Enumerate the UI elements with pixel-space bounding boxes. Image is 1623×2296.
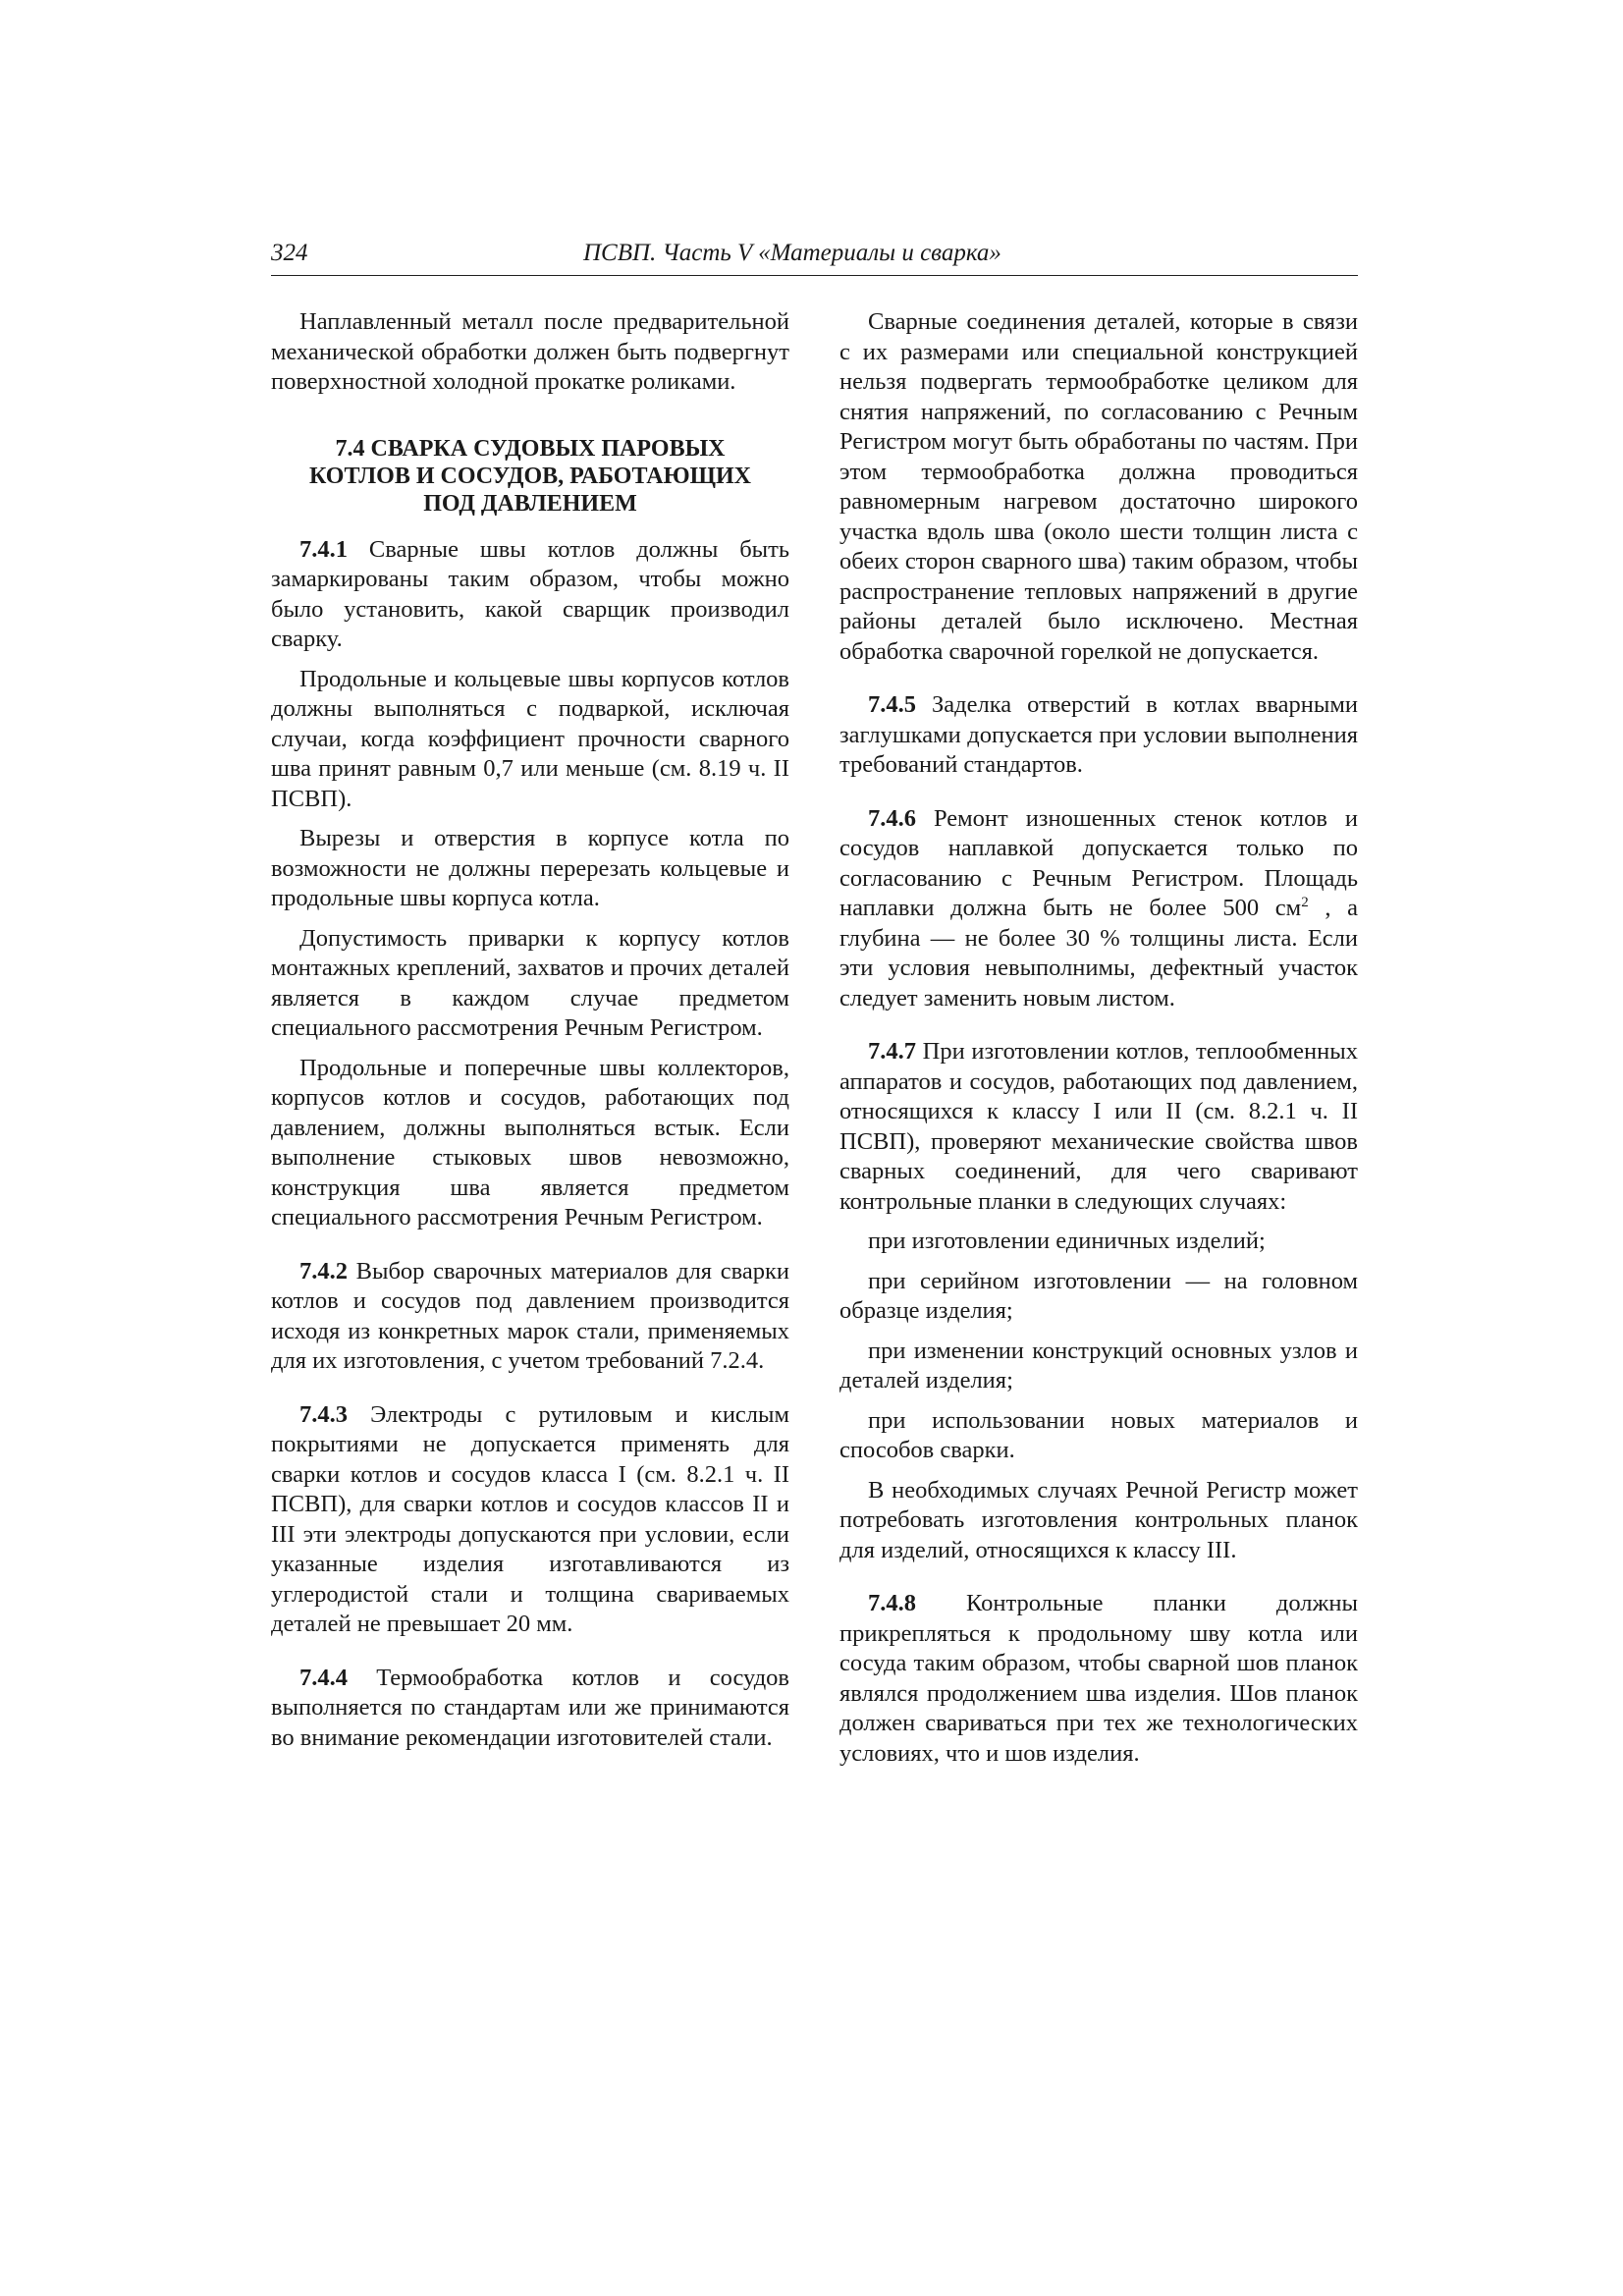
- paragraph-7-4-1-e: Продольные и поперечные швы коллекторов, корпусов котлов и сосудов, работающих под давлением, должны выполняться встык. Если выполнение стыковых швов невозможно, конструкция шва является предметом специального рассмотрения Речным Регистром.: [271, 1054, 789, 1230]
- page-number: 324: [271, 240, 308, 266]
- paragraph-7-4-1: [271, 535, 789, 655]
- section-title-line-3: ПОД ДАВЛЕНИЕМ: [423, 490, 637, 517]
- running-title: ПСВП. Часть V «Материалы и сварка»: [583, 240, 1001, 266]
- clause-text-7-4-7: При изготовлении котлов, теплообменных аппаратов и сосудов, работающих под давлением, относящихся к классу I или II (см. 8.2.1 ч. II ПСВП), проверяют механические свойства швов сварных соединений, для чего сваривают контрольные планки в следующих случаях:: [839, 1038, 1358, 1215]
- list-item: при изменении конструкций основных узлов и деталей изделия;: [839, 1337, 1358, 1394]
- paragraph-7-4-1-b: Продольные и кольцевые швы корпусов котлов должны выполняться с подваркой, исключая случаи, когда коэффициент прочности сварного шва принят равным 0,7 или меньше (см. 8.19 ч. II ПСВП).: [271, 665, 789, 812]
- clause-text-7-4-1: Сварные швы котлов должны быть замаркированы таким образом, чтобы можно было установить, какой сварщик производил сварку.: [271, 535, 789, 652]
- clause-number-7-4-6: 7.4.6: [868, 804, 916, 832]
- clause-text-7-4-6-a: Ремонт изношенных стенок котлов и сосудов наплавкой допускается только по согласованию с Речным Регистром. Площадь наплавки должна быть не более 500 см: [839, 804, 1358, 921]
- clause-text-7-4-3: Электроды с рутиловым и кислым покрытиями не допускается применять для сварки котлов и сосудов класса I (см. 8.2.1 ч. II ПСВП), для сварки котлов и сосудов классов II и III эти электроды допускаются при условии, если указанные изделия изготавливаются из углеродистой стали и толщина свариваемых деталей не превышает 20 мм.: [271, 1400, 789, 1637]
- section-title-line-1: 7.4 СВАРКА СУДОВЫХ ПАРОВЫХ: [335, 435, 726, 462]
- paragraph-7-4-7: [839, 1037, 1358, 1217]
- paragraph-7-4-3: [271, 1400, 789, 1640]
- clause-text-7-4-4: Термообработка котлов и сосудов выполняется по стандартам или же принимаются во внимание рекомендации изготовителей стали.: [271, 1664, 789, 1751]
- paragraph-7-4-1-d: Допустимость приварки к корпусу котлов монтажных креплений, захватов и прочих деталей является в каждом случае предметом специального рассмотрения Речным Регистром.: [271, 924, 789, 1041]
- section-title-line-2: КОТЛОВ И СОСУДОВ, РАБОТАЮЩИХ: [308, 463, 751, 489]
- clause-text-7-4-2: Выбор сварочных материалов для сварки котлов и сосудов под давлением производится исходя из конкретных марок стали, применяемых для их изготовления, с учетом требований 7.2.4.: [271, 1257, 789, 1374]
- clause-number-7-4-2: 7.4.2: [299, 1257, 348, 1285]
- list-item: при использовании новых материалов и способов сварки.: [839, 1406, 1358, 1463]
- right-column: [839, 307, 1358, 1778]
- paragraph-7-4-1-c: Вырезы и отверстия в корпусе котла по возможности не должны перерезать кольцевые и продольные швы корпуса котла.: [271, 825, 789, 911]
- paragraph-7-4-4-cont: Сварные соединения деталей, которые в связи с их размерами или специальной конструкцией нельзя подвергать термообработке целиком для снятия напряжений, по согласованию с Речным Регистром могут быть обработаны по частям. При этом термообработка должна проводиться равномерным нагревом достаточно широкого участка вдоль шва (около шести толщин листа с обеих сторон сварного шва) таким образом, чтобы распространение тепловых напряжений в другие районы деталей было исключено. Местная обработка сварочной горелкой не допускается.: [839, 308, 1358, 665]
- paragraph-7-4-4: [271, 1664, 789, 1754]
- clause-text-7-4-6-b: , а глубина — не более 30 % толщины листа. Если эти условия невыполнимы, дефектный участок следует заменить новым листом.: [839, 895, 1359, 1011]
- list-item: при серийном изготовлении — на головном образце изделия;: [839, 1267, 1358, 1324]
- clause-number-7-4-8: 7.4.8: [868, 1590, 916, 1616]
- clause-number-7-4-3: 7.4.3: [299, 1400, 348, 1428]
- section-title: [271, 435, 789, 518]
- superscript-2: 2: [1301, 894, 1309, 910]
- paragraph-7-4-2: [271, 1257, 789, 1377]
- paragraph-7-4-6: [839, 804, 1358, 1014]
- clause-number-7-4-4: 7.4.4: [299, 1664, 348, 1691]
- paragraph-7-4-8: [839, 1589, 1358, 1769]
- clause-text-7-4-5: Заделка отверстий в котлах вварными заглушками допускается при условии выполнения требований стандартов.: [839, 691, 1358, 778]
- clause-number-7-4-7: 7.4.7: [868, 1038, 916, 1065]
- clause-text-7-4-8: Контрольные планки должны прикрепляться к продольному шву котла или сосуда таким образом, чтобы сварной шов планок являлся продолжением шва изделия. Шов планок должен свариваться при тех же технологических условиях, что и шов изделия.: [839, 1590, 1358, 1767]
- left-column: [271, 307, 789, 1763]
- page-header: [271, 240, 1358, 276]
- paragraph-7-4-5: [839, 690, 1358, 781]
- clause-number-7-4-1: 7.4.1: [299, 535, 348, 563]
- list-item: при изготовлении единичных изделий;: [868, 1228, 1266, 1254]
- clause-number-7-4-5: 7.4.5: [868, 691, 916, 718]
- intro-paragraph: Наплавленный металл после предварительной механической обработки должен быть подвергнут поверхностной холодной прокатке роликами.: [271, 308, 789, 395]
- paragraph-7-4-7-tail: В необходимых случаях Речной Регистр может потребовать изготовления контрольных планок для изделий, относящихся к классу III.: [839, 1476, 1358, 1563]
